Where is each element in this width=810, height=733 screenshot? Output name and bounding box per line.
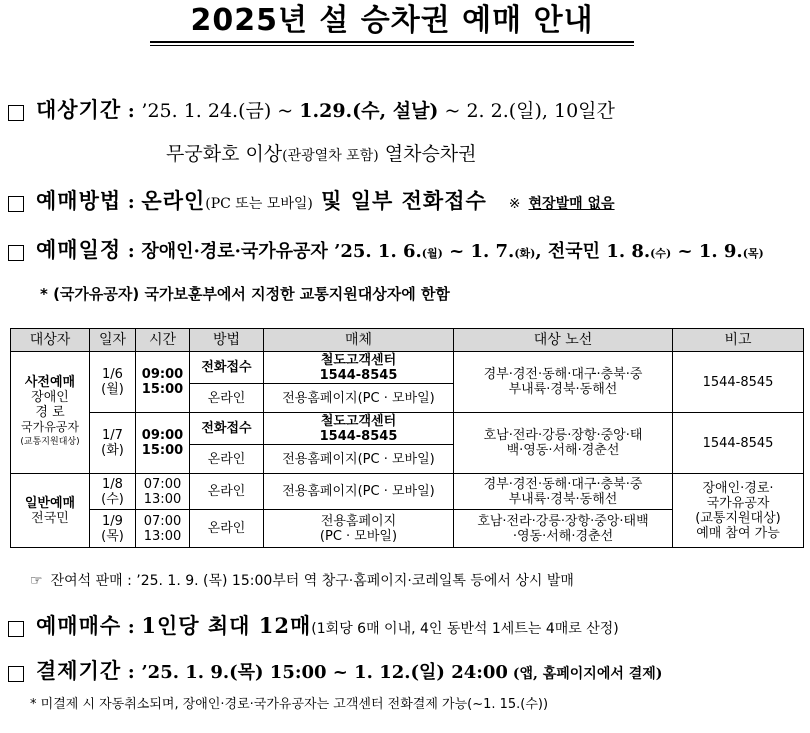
table-row [11,474,804,510]
time-cell: 07:00 13:00 [136,474,190,510]
header-target: 대상자 [11,329,90,352]
media-cell: 철도고객센터 1544-8545 [264,413,454,445]
group-advance: 사전예매 장애인 경 로 국가유공자 (교통지원대상) [11,352,90,474]
period-detail: 무궁화호 이상(관광열차 포함) 열차승차권 [166,143,477,165]
count-line: 예매매수 : 1인당 최대 12매(1회당 6매 이내, 4인 동반석 1세트는 4매로 산정) [8,610,619,640]
method-cell: 전화접수 [190,413,264,445]
method-cell: 온라인 [190,510,264,548]
checkbox-icon [8,666,24,682]
time-cell: 09:00 15:00 [136,413,190,474]
group-general: 일반예매 전국민 [11,474,90,548]
remaining-seats-line [30,570,574,590]
checkbox-icon [8,105,24,121]
page-title: 2025년 설 승차권 예매 안내 [190,3,594,38]
method-cell: 온라인 [190,474,264,510]
schedule-label: 예매일정 [36,237,122,262]
date-cell: 1/7 (화) [90,413,136,474]
date-cell: 1/6 (월) [90,352,136,413]
method-cell: 온라인 [190,445,264,474]
note-cell: 1544-8545 [673,413,804,474]
media-cell: 전용홈페이지 (PC · 모바일) [264,510,454,548]
time-cell: 09:00 15:00 [136,352,190,413]
route-cell: 호남·전라·강릉·장항·중앙·태 백·영동·서해·경춘선 [454,413,673,474]
no-onsite-sales: 현장발매 없음 [528,196,615,212]
checkbox-icon [8,621,24,637]
media-cell: 철도고객센터 1544-8545 [264,352,454,384]
title-underline [150,41,634,43]
header-method: 방법 [190,329,264,352]
count-max: 1인당 최대 12매 [141,613,312,638]
header-time: 시간 [136,329,190,352]
title-underline-thin [150,45,634,46]
media-cell: 전용홈페이지(PC · 모바일) [264,474,454,510]
date-cell: 1/8 (수) [90,474,136,510]
route-cell: 경부·경전·동해·대구·충북·중 부내륙·경북·동해선 [454,352,673,413]
table-header-row [11,329,804,352]
count-detail: (1회당 6매 이내, 4인 동반석 1세트는 4매로 산정) [311,621,619,637]
schedule-table [10,328,804,548]
payment-period: ’25. 1. 9.(목) 15:00 ~ 1. 12.(일) 24:00 [141,662,508,683]
count-label: 예매매수 [36,613,122,638]
schedule-note: * (국가유공자) 국가보훈부에서 지정한 교통지원대상자에 한함 [40,285,450,303]
period-days: 10일간 [547,100,615,122]
header-date: 일자 [90,329,136,352]
payment-line: 결제기간 : ’25. 1. 9.(목) 15:00 ~ 1. 12.(일) 24:00 (앱, 홈페이지에서 결제) [8,655,662,685]
checkbox-icon [8,245,24,261]
header-route: 대상 노선 [454,329,673,352]
payment-note: * 미결제 시 자동취소되며, 장애인·경로·국가유공자는 고객센터 전화결제 가능(~1. 15.(수)) [30,697,549,712]
header-note: 비고 [673,329,804,352]
period-start: ’25. 1. 24.(금) [141,100,272,122]
checkbox-icon [8,196,24,212]
payment-label: 결제기간 [36,658,122,683]
note-cell: 장애인·경로· 국가유공자 (교통지원대상) 예매 참여 가능 [673,474,804,548]
remaining-seats-text: 잔여석 판매 : ’25. 1. 9. (목) 15:00부터 역 창구·홈페이지·코레일톡 등에서 상시 발매 [50,573,574,589]
schedule-line: 예매일정 : 장애인·경로·국가유공자 ’25. 1. 6.(월) ~ 1. 7.(화), 전국민 1. 8.(수) ~ 1. 9.(목) [8,234,764,264]
time-cell: 07:00 13:00 [136,510,190,548]
payment-channel: (앱, 홈페이지에서 결제) [507,666,663,682]
period-end: 2. 2.(일), [466,100,548,122]
method-cell: 온라인 [190,384,264,413]
date-cell: 1/9 (목) [90,510,136,548]
note-cell: 1544-8545 [673,352,804,413]
table-row [11,413,804,445]
period-label: 대상기간 [36,97,122,122]
method-label: 예매방법 [36,188,122,213]
period-line: 대상기간 : ’25. 1. 24.(금) ~ 1.29.(수, 설날) ~ 2. 2.(일), 10일간 [8,94,615,124]
media-cell: 전용홈페이지(PC · 모바일) [264,445,454,474]
method-cell: 전화접수 [190,352,264,384]
media-cell: 전용홈페이지(PC · 모바일) [264,384,454,413]
table-row [11,352,804,384]
header-media: 매체 [264,329,454,352]
reference-mark: ※ [508,196,521,212]
pointing-hand-icon: ☞ [30,573,43,589]
period-holiday: 1.29.(수, 설날) [299,100,439,122]
method-line: 예매방법 : 온라인(PC 또는 모바일) 및 일부 전화접수 ※ 현장발매 없음 [8,185,615,215]
route-cell: 호남·전라·강릉·장항·중앙·태백 ·영동·서해·경춘선 [454,510,673,548]
route-cell: 경부·경전·동해·대구·충북·중 부내륙·경북·동해선 [454,474,673,510]
